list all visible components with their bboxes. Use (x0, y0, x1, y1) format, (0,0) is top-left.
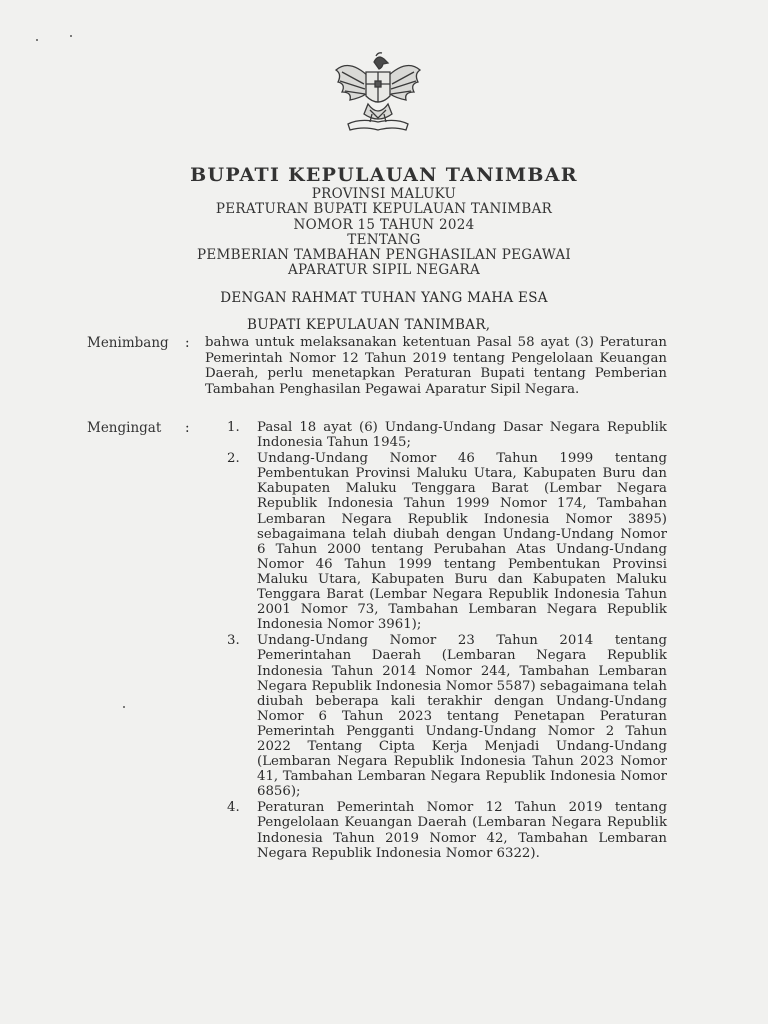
regent-title: BUPATI KEPULAUAN TANIMBAR (190, 164, 578, 186)
regulation-line: PERATURAN BUPATI KEPULAUAN TANIMBAR (215, 201, 553, 217)
list-item-text: Undang-Undang Nomor 46 Tahun 1999 tentang Pembentukan Provinsi Maluku Utara, Kabupaten Buru dan Kabupaten Maluku Tenggara Barat (Lembar Negara Republik Indonesia Tahun 1999 Nomor 174, Tambahan Lembaran Negara Republik Indonesia Nomor 3895) sebagaimana telah diubah dengan Undang-Undang Nomor 6 Tahun 2000 tentang Perubahan Atas Undang-Undang Nomor 46 Tahun 1999 tentang Pembentukan Provinsi Maluku Utara, Kabupaten Buru dan Kabupaten Maluku Tenggara Barat (Lembar Negara Republik Indonesia Tahun 2001 Nomor 73, Tambahan Lembaran Negara Republik Indonesia Nomor 3961); (257, 451, 667, 633)
garuda-emblem-icon (330, 48, 426, 144)
list-item-text: Pasal 18 ayat (6) Undang-Undang Dasar Negara Republik Indonesia Tahun 1945; (257, 420, 667, 451)
list-item (227, 420, 667, 450)
list-item-number: 3. (227, 633, 240, 649)
mengingat-colon: : (185, 420, 190, 436)
list-item (227, 633, 667, 799)
list-item-number: 1. (227, 420, 240, 435)
list-item-number: 2. (227, 451, 240, 467)
subject-line-2: APARATUR SIPIL NEGARA (287, 262, 481, 278)
list-item-text: Peraturan Pemerintah Nomor 12 Tahun 2019 tentang Pengelolaan Keuangan Daerah (Lembaran Negara Republik Indonesia Tahun 2019 Nomor 42, Tambahan Lembaran Negara Republik Indonesia Nomor 6322). (257, 800, 667, 861)
mengingat-list (227, 420, 667, 862)
list-item-number: 4. (227, 800, 240, 816)
menimbang-label: Menimbang (87, 335, 169, 351)
blessing-line: DENGAN RAHMAT TUHAN YANG MAHA ESA (220, 290, 548, 306)
menimbang-text: bahwa untuk melaksanakan ketentuan Pasal 58 ayat (3) Peraturan Pemerintah Nomor 12 Tahun 2019 tentang Pengelolaan Keuangan Daerah, perlu menetapkan Peraturan Bupati tentang Pemberian Tambahan Penghasilan Pegawai Aparatur Sipil Negara. (205, 335, 667, 397)
menimbang-colon: : (185, 335, 190, 351)
number-line: NOMOR 15 TAHUN 2024 (293, 217, 475, 233)
subject-line-1: PEMBERIAN TAMBAHAN PENGHASILAN PEGAWAI (196, 247, 572, 263)
mengingat-label: Mengingat (87, 420, 162, 436)
authority-line: BUPATI KEPULAUAN TANIMBAR, (247, 317, 491, 333)
about-line: TENTANG (347, 232, 421, 248)
list-item (227, 451, 667, 632)
province-line: PROVINSI MALUKU (311, 186, 457, 202)
list-item-text: Undang-Undang Nomor 23 Tahun 2014 tentang Pemerintahan Daerah (Lembaran Negara Republik Indonesia Tahun 2014 Nomor 244, Tambahan Lembaran Negara Republik Indonesia Nomor 5587) sebagaimana telah diubah beberapa kali terakhir dengan Undang-Undang Nomor 6 Tahun 2023 tentang Penetapan Peraturan Pemerintah Pengganti Undang-Undang Nomor 2 Tahun 2022 Tentang Cipta Kerja Menjadi Undang-Undang (Lembaran Negara Republik Indonesia Tahun 2023 Nomor 41, Tambahan Lembaran Negara Republik Indonesia Nomor 6856); (257, 633, 667, 800)
list-item (227, 800, 667, 860)
